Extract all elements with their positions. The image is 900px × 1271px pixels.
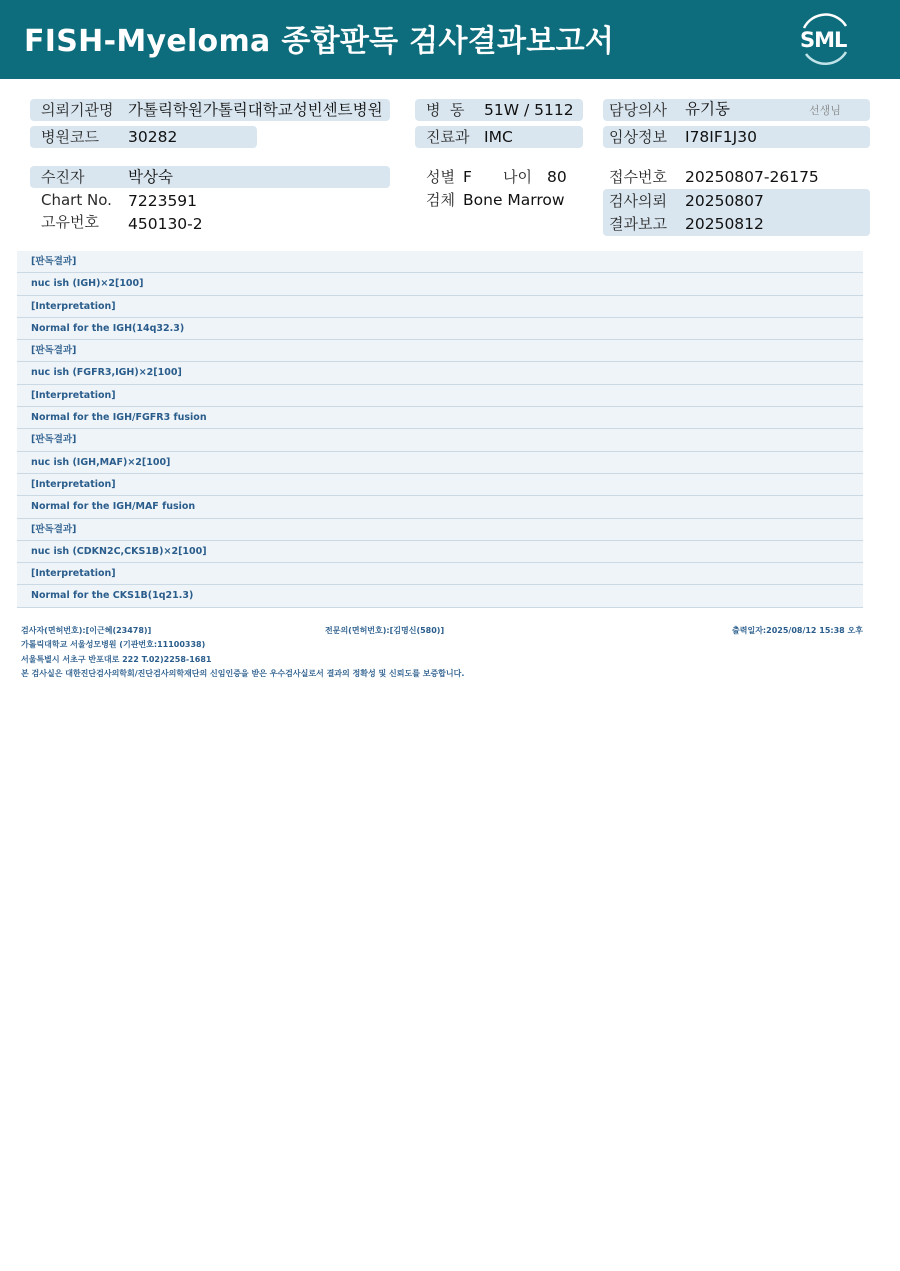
institution-label: 의뢰기관명 <box>41 101 114 119</box>
result-row: [Interpretation] <box>17 563 863 585</box>
result-row: [판독결과] <box>17 340 863 362</box>
department-label: 진료과 <box>426 128 470 146</box>
clinical-label: 임상정보 <box>609 128 667 146</box>
sex-value: F <box>463 168 472 186</box>
patient-label: 수진자 <box>41 168 85 186</box>
result-row: [판독결과] <box>17 519 863 541</box>
age-value: 80 <box>547 168 567 186</box>
results-table <box>17 251 863 608</box>
result-row: Normal for the CKS1B(1q21.3) <box>17 585 863 607</box>
tester-info: 검사자(면허번호):[이근혜(23478)] <box>21 626 152 635</box>
result-row: nuc ish (CDKN2C,CKS1B)×2[100] <box>17 541 863 563</box>
receipt-value: 20250807-26175 <box>685 168 819 186</box>
unique-value: 450130-2 <box>128 215 203 233</box>
result-row: [판독결과] <box>17 251 863 273</box>
department-value: IMC <box>484 128 513 146</box>
result-row: nuc ish (IGH)×2[100] <box>17 273 863 295</box>
certification-note: 본 검사실은 대한진단검사의학회/진단검사의학재단의 신임인증을 받은 우수검사실로서 결과의 정확성 및 신뢰도를 보증합니다. <box>21 669 465 678</box>
request-label: 검사의뢰 <box>609 192 667 210</box>
age-label: 나이 <box>503 168 532 186</box>
receipt-label: 접수번호 <box>609 168 667 186</box>
report-date-value: 20250812 <box>685 215 764 233</box>
result-row: [판독결과] <box>17 429 863 451</box>
result-row: [Interpretation] <box>17 474 863 496</box>
specimen-value: Bone Marrow <box>463 191 565 209</box>
ward-label: 병 동 <box>426 101 465 119</box>
report-date-label: 결과보고 <box>609 215 667 233</box>
hospital-code-label: 병원코드 <box>41 128 99 146</box>
sml-logo <box>796 12 856 68</box>
hospital-info: 가톨릭대학교 서울성모병원 (기관번호:11100338) <box>21 640 206 649</box>
print-date: 출력일자:2025/08/12 15:38 오후 <box>732 626 863 635</box>
doctor-value: 유기동 <box>685 100 730 118</box>
address-info: 서울특별시 서초구 반포대로 222 T.02)2258-1681 <box>21 655 212 664</box>
result-row: [Interpretation] <box>17 296 863 318</box>
chart-value: 7223591 <box>128 192 198 210</box>
unique-label: 고유번호 <box>41 213 99 231</box>
specimen-label: 검체 <box>426 191 455 209</box>
result-row: nuc ish (IGH,MAF)×2[100] <box>17 452 863 474</box>
clinical-value: I78IF1J30 <box>685 128 757 146</box>
ward-value: 51W / 5112 <box>484 101 574 119</box>
specialist-info: 전문의(면허번호):[김명신(580)] <box>325 626 445 635</box>
request-value: 20250807 <box>685 192 764 210</box>
doctor-label: 담당의사 <box>609 101 667 119</box>
hospital-code-value: 30282 <box>128 128 178 146</box>
chart-label: Chart No. <box>41 191 112 209</box>
sex-label: 성별 <box>426 168 455 186</box>
report-header <box>0 0 900 79</box>
result-row: Normal for the IGH/FGFR3 fusion <box>17 407 863 429</box>
logo-text: SML <box>800 28 847 52</box>
result-row: [Interpretation] <box>17 385 863 407</box>
result-row: Normal for the IGH/MAF fusion <box>17 496 863 518</box>
institution-value: 가톨릭학원가톨릭대학교성빈센트병원 <box>128 101 383 119</box>
result-row: nuc ish (FGFR3,IGH)×2[100] <box>17 362 863 384</box>
patient-value: 박상숙 <box>128 168 173 186</box>
doctor-suffix: 선생님 <box>809 104 841 117</box>
report-title: FISH-Myeloma 종합판독 검사결과보고서 <box>24 24 615 59</box>
result-row: Normal for the IGH(14q32.3) <box>17 318 863 340</box>
